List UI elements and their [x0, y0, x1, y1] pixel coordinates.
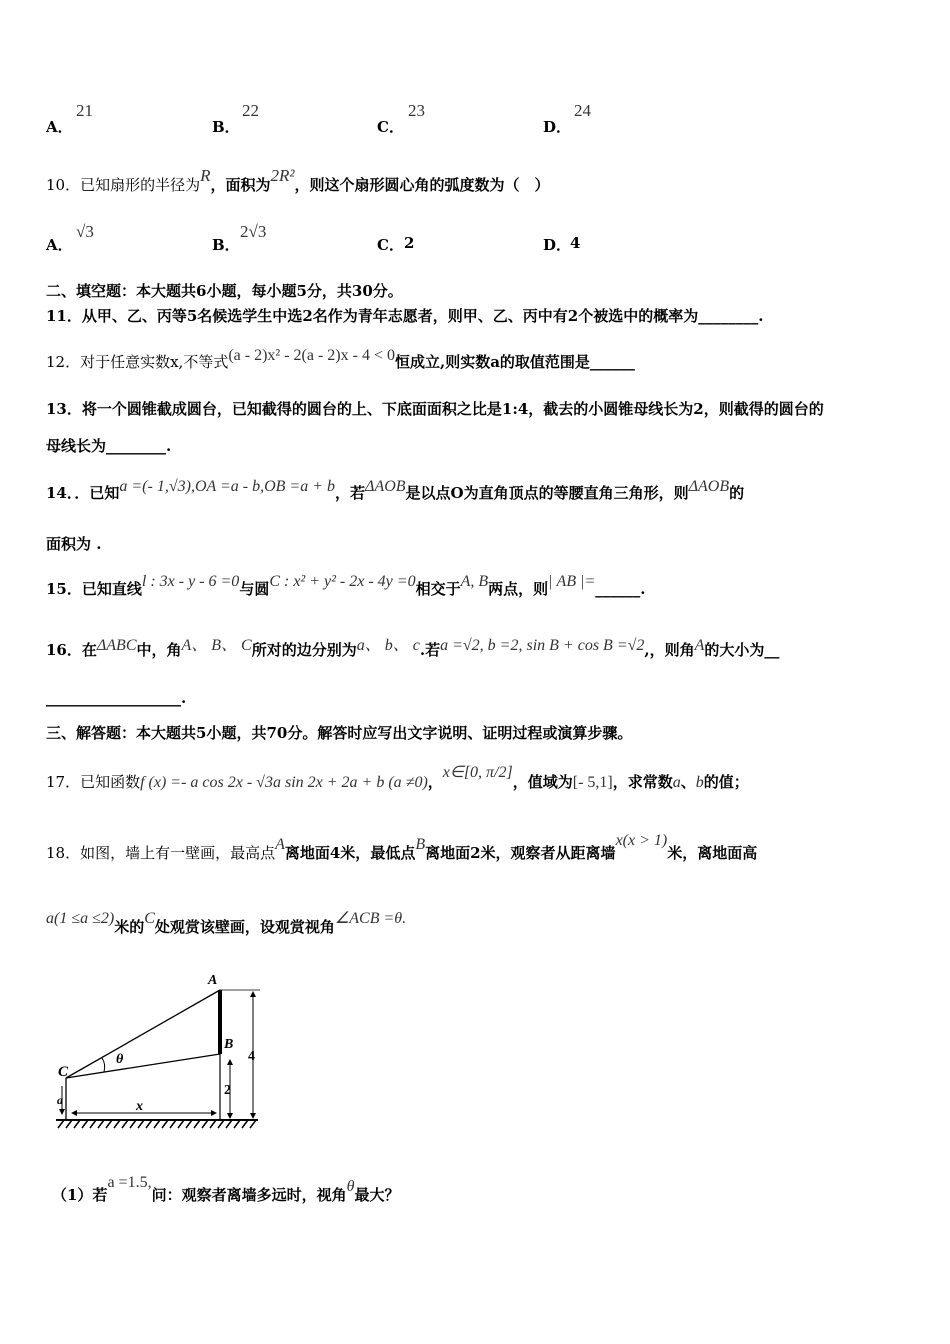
q18-text-2: 离地面4米，最低点: [284, 844, 416, 862]
label-a-point: A: [208, 973, 218, 988]
q14-text-1: 14．．已知: [46, 484, 120, 502]
q17-text-1: 17．已知函数: [46, 773, 141, 791]
q10-option-b-value: 2√3: [240, 222, 267, 241]
question-12: [46, 347, 635, 372]
q17-math-range: [- 5,1]: [572, 774, 613, 791]
question-15: [46, 573, 646, 599]
question-10: [46, 166, 550, 195]
q14-text-2: ，若: [335, 484, 366, 502]
q14-math-triangle-1: ΔAOB: [365, 478, 406, 495]
q18-text-3: 离地面2米，观察者从距离墙: [425, 844, 616, 862]
q17-text-2: ，: [427, 773, 443, 791]
q16-text-5: ,，则角: [644, 641, 695, 659]
q9-option-b-value: 22: [242, 101, 259, 120]
q10-option-b-letter: B．: [212, 236, 240, 254]
q10-math-area: 2R²: [270, 166, 295, 185]
q15-text-5: ______.: [595, 580, 646, 598]
q18-math-x: x(x > 1): [615, 832, 668, 849]
q18-1-text-3: 最大？: [354, 1186, 400, 1204]
q16-math-angle-a: A: [694, 637, 705, 654]
q14-text-4: 的: [729, 484, 745, 502]
q15-math-circle: C : x² + y² - 2x - 4y =0: [269, 573, 416, 590]
q16-math-angles: A、 B、 C: [181, 637, 252, 654]
question-18-part-1: [52, 1174, 400, 1205]
section-3-heading: 三、解答题：本大题共5小题，共70分。解答时应写出文字说明、证明过程或演算步骤。: [46, 724, 633, 742]
q18-1-text-1: （1）若: [52, 1186, 108, 1204]
q16-math-sides: a、 b、 c: [356, 637, 420, 654]
q18-math-a: A: [275, 836, 285, 853]
label-c-point: C: [58, 1064, 69, 1080]
q9-option-c-value: 23: [408, 101, 425, 120]
label-b-point: B: [224, 1037, 234, 1052]
question-16-line-2: __________________.: [46, 689, 187, 707]
angle-arc: [102, 1058, 105, 1072]
q12-math-inequality: (a - 2)x² - 2(a - 2)x - 4 < 0: [228, 347, 395, 364]
q17-math-function: f (x) =- a cos 2x - √3a sin 2x + 2a + b (a ≠0): [140, 774, 428, 791]
label-x: x: [136, 1099, 143, 1114]
q17-text-3: ，值域为: [512, 773, 573, 791]
q16-text-4: .若: [419, 641, 441, 659]
q10-option-c-letter: C．: [377, 236, 404, 254]
q18-text-6: 处观赏该壁画，设观赏视角: [154, 918, 335, 936]
q10-math-radius: R: [200, 166, 211, 185]
q16-text-1: 16．在: [46, 641, 97, 659]
q9-option-d-letter: D．: [543, 118, 572, 136]
question-14-line-2: 面积为 .: [46, 535, 102, 553]
q18-math-b: B: [415, 836, 426, 853]
q17-text-5: 、: [680, 773, 696, 791]
q15-text-2: 与圆: [239, 580, 270, 598]
q12-text-1: 12．对于任意实数x,不等式: [46, 353, 229, 371]
q10-option-c-value: 2: [404, 234, 415, 252]
q18-text-1: 18．如图，墙上有一壁画，最高点: [46, 844, 276, 862]
q9-option-a-value: 21: [76, 101, 93, 120]
question-16: [46, 637, 779, 660]
ground-hatch: [56, 1120, 258, 1128]
q10-text-2: ，面积为: [210, 176, 271, 194]
question-14: [46, 478, 745, 503]
q16-text-3: 所对的边分别为: [251, 641, 357, 659]
q18-text-4: 米，离地面高: [667, 844, 758, 862]
q9-option-c-letter: C．: [377, 118, 404, 136]
q18-math-c: C: [144, 910, 155, 927]
q18-math-height: a(1 ≤a ≤2): [46, 910, 115, 927]
label-theta: θ: [116, 1052, 124, 1067]
q10-option-a-value: √3: [76, 222, 94, 241]
q18-math-angle: ∠ACB =θ.: [334, 910, 407, 927]
section-2-heading: 二、填空题：本大题共6小题，每小题5分，共30分。: [46, 282, 403, 300]
question-18-line-2: [46, 910, 407, 937]
q15-math-ab: | AB |=: [548, 573, 596, 590]
q18-text-5: 米的: [114, 918, 145, 936]
question-13-line-2: 母线长为________.: [46, 437, 172, 455]
q10-option-d-value: 4: [570, 234, 581, 252]
label-two: 2: [224, 1083, 231, 1098]
q10-option-a-letter: A．: [46, 236, 73, 254]
q17-text-6: 的值；: [703, 773, 749, 791]
q15-text-4: 两点，则: [488, 580, 549, 598]
question-18: [46, 832, 758, 863]
q15-text-3: 相交于: [415, 580, 461, 598]
q17-math-b: b: [695, 774, 704, 791]
q9-option-a-letter: A．: [46, 118, 73, 136]
q14-math-triangle-2: ΔAOB: [688, 478, 730, 495]
label-four: 4: [248, 1049, 255, 1064]
q16-math-conditions: a =√2, b =2, sin B + cos B =√2: [440, 637, 645, 654]
q18-1-math-a: a =1.5,: [107, 1174, 152, 1191]
q16-math-triangle: ΔABC: [96, 637, 137, 654]
wall-painting-figure: [50, 968, 270, 1138]
q17-text-4: ，求常数: [612, 773, 673, 791]
sight-line-cb: [66, 1054, 220, 1078]
q9-option-d-value: 24: [574, 101, 591, 120]
q15-math-line: l : 3x - y - 6 =0: [141, 573, 240, 590]
question-13-line-1: 13．将一个圆锥截成圆台，已知截得的圆台的上、下底面面积之比是1:4，截去的小圆锥母线长为2，则截得的圆台的: [46, 400, 824, 418]
q18-1-math-theta: θ: [346, 1178, 355, 1195]
q10-option-d-letter: D．: [543, 236, 572, 254]
sight-line-ca: [66, 990, 220, 1078]
q10-text-1: 10．已知扇形的半径为: [46, 176, 201, 194]
q17-math-a: a: [672, 774, 681, 791]
q16-text-2: 中，角: [136, 641, 182, 659]
q15-text-1: 15．已知直线: [46, 580, 142, 598]
q17-math-domain: x∈[0, π/2]: [442, 764, 513, 781]
label-a-height: a: [57, 1093, 63, 1107]
q14-math-vectors: a =(- 1,√3),OA =a - b,OB =a + b: [119, 478, 336, 495]
q16-text-6: 的大小为__: [704, 641, 780, 659]
question-17: [46, 764, 749, 792]
q12-text-2: 恒成立,则实数a的取值范围是______: [394, 353, 635, 371]
question-11: 11．从甲、乙、丙等5名候选学生中选2名作为青年志愿者，则甲、乙、丙中有2个被选中的概率为________.: [46, 307, 764, 325]
q15-math-points: A, B: [460, 573, 489, 590]
q18-1-text-2: 问：观察者离墙多远时，视角: [151, 1186, 347, 1204]
q14-text-3: 是以点O为直角顶点的等腰直角三角形，则: [405, 484, 689, 502]
q9-option-b-letter: B．: [212, 118, 240, 136]
q10-text-3: ，则这个扇形圆心角的弧度数为（ ）: [294, 176, 550, 194]
